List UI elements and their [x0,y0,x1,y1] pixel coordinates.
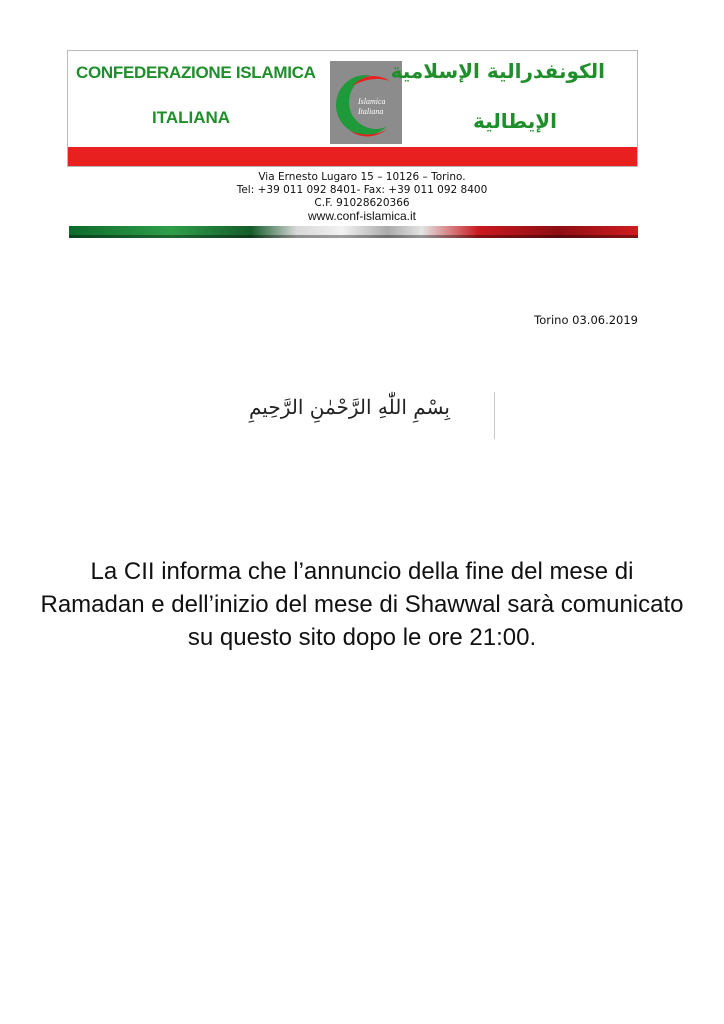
org-name-arabic-line2: الإيطالية [472,109,557,133]
document-date: Torino 03.06.2019 [534,313,638,327]
contact-website: www.conf-islamica.it [307,209,417,223]
contact-tax-code: C.F. 91028620366 [314,197,410,209]
org-name-arabic-line1: الكونفدرالية الإسلامية [390,59,605,83]
announcement-text: La CII informa che l’annuncio della fine del mese di Ramadan e dell’inizio del mese di Shawwal sarà comunicato su questo sito dopo le ore 21:00. [40,558,684,651]
vertical-divider [494,392,495,439]
basmala-calligraphy: بِسْمِ اللّٰهِ الرَّحْمٰنِ الرَّحِيمِ [248,395,450,419]
logo-text-line1: Islamica [358,97,386,106]
contact-address: Via Ernesto Lugaro 15 – 10126 – Torino. [258,171,466,183]
org-name-italian-line2: ITALIANA [152,108,231,127]
letterhead-red-band [68,147,637,166]
italian-flag-divider [69,226,638,238]
letterhead [67,50,638,167]
logo-text [358,97,386,117]
org-name-italian-line1: CONFEDERAZIONE ISLAMICA [76,63,316,82]
logo-text-line2: Italiana [358,107,384,116]
contact-phone-fax: Tel: +39 011 092 8401- Fax: +39 011 092 8400 [236,184,488,196]
